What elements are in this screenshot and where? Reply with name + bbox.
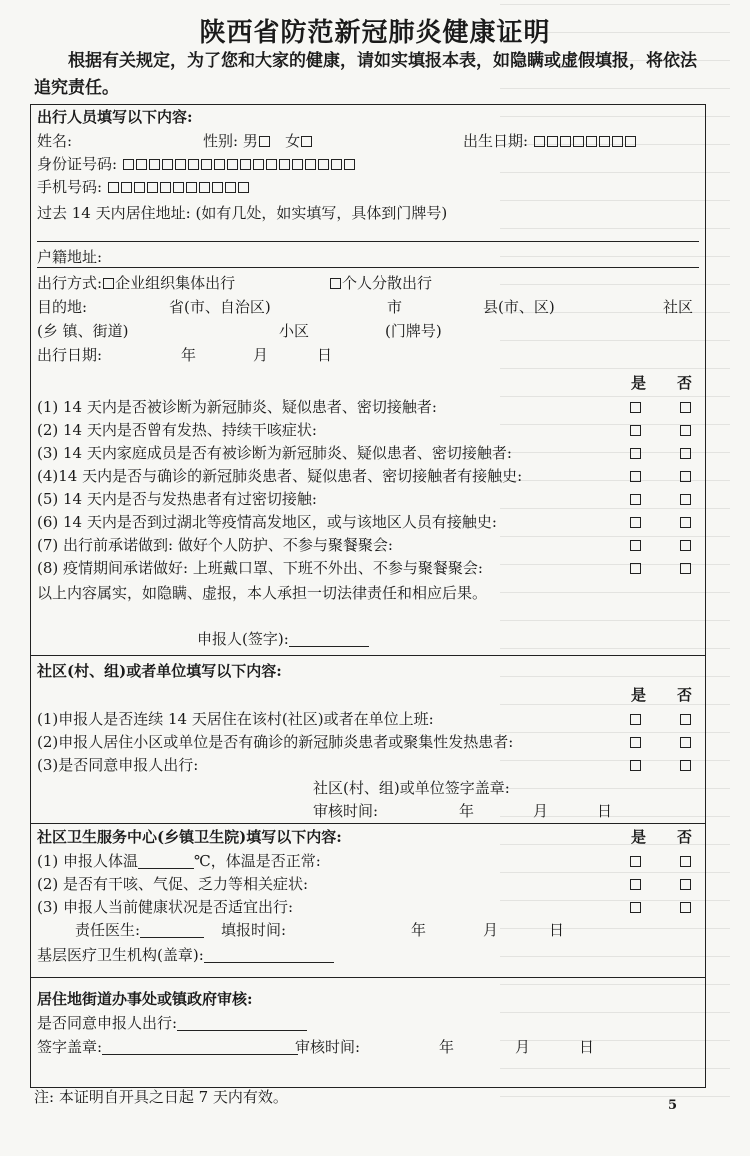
- sec3-yes-checkbox[interactable]: [629, 874, 642, 894]
- sec1-yes-checkbox[interactable]: [629, 397, 642, 417]
- sec2-no-checkbox[interactable]: [679, 709, 692, 729]
- dest-number[interactable]: (门牌号): [385, 322, 442, 340]
- sec3-q1: [37, 851, 321, 871]
- sec2-question: (1)申报人是否连续 14 天居住在该村(社区)或者在单位上班:: [37, 710, 434, 728]
- sec1-no-checkbox[interactable]: [679, 397, 692, 417]
- sec3-no-checkbox[interactable]: [679, 897, 692, 917]
- dob-label: 出生日期:: [463, 132, 529, 150]
- sec2-review-year[interactable]: 年: [459, 802, 475, 820]
- declaration: 以上内容属实，如隐瞒、虚报，本人承担一切法律责任和相应后果。: [37, 584, 488, 602]
- sec3-fill-year[interactable]: 年: [411, 921, 427, 939]
- travel-mode-field: [37, 273, 235, 293]
- sec1-no-checkbox[interactable]: [679, 535, 692, 555]
- sec1-no-checkbox[interactable]: [679, 489, 692, 509]
- name-label: 姓名:: [37, 132, 73, 150]
- sec4-review-day[interactable]: 日: [579, 1038, 595, 1056]
- sec1-no-checkbox[interactable]: [679, 558, 692, 578]
- validity-note: 注: 本证明自开具之日起 7 天内有效。: [34, 1088, 288, 1106]
- sec1-yes-checkbox[interactable]: [629, 535, 642, 555]
- sec1-no-checkbox[interactable]: [679, 420, 692, 440]
- sec1-question: (1) 14 天内是否被诊断为新冠肺炎、疑似患者、密切接触者:: [37, 398, 437, 416]
- phone-field[interactable]: [37, 177, 250, 197]
- sec1-question: (3) 14 天内家庭成员是否有被诊断为新冠肺炎、疑似患者、密切接触者:: [37, 444, 512, 462]
- sec1-question: (4)14 天内是否与确诊的新冠肺炎患者、疑似患者、密切接触者有接触史:: [37, 467, 523, 485]
- name-field[interactable]: [37, 131, 72, 151]
- sec1-no-header: 否: [677, 374, 693, 392]
- travel-date-label: 出行日期:: [37, 346, 103, 364]
- org-label: 基层医疗卫生机构(盖章):: [37, 946, 204, 964]
- temperature-label: (1) 申报人体温: [37, 852, 139, 870]
- travel-ind-label: 个人分散出行: [342, 274, 433, 292]
- sec2-review-label: 审核时间:: [313, 802, 379, 820]
- applicant-signature[interactable]: [197, 629, 369, 649]
- travel-label: 出行方式:: [37, 274, 103, 292]
- travel-org-label: 企业组织集体出行: [115, 274, 236, 292]
- divider: [31, 823, 705, 824]
- sec4-review-month[interactable]: 月: [515, 1038, 531, 1056]
- hukou-line[interactable]: [37, 267, 699, 268]
- medical-org-stamp[interactable]: [37, 945, 334, 965]
- sec1-no-checkbox[interactable]: [679, 512, 692, 532]
- agree-field[interactable]: [37, 1013, 307, 1033]
- travel-ind-checkbox[interactable]: [330, 278, 341, 289]
- sec1-yes-checkbox[interactable]: [629, 512, 642, 532]
- sec1-no-checkbox[interactable]: [679, 466, 692, 486]
- sec1-yes-checkbox[interactable]: [629, 558, 642, 578]
- gender-field: [203, 131, 313, 151]
- id-number-field[interactable]: [37, 154, 356, 174]
- sec4-review-label: 审核时间:: [295, 1038, 361, 1056]
- sec2-no-checkbox[interactable]: [679, 732, 692, 752]
- sec2-question: (2)申报人居住小区或单位是否有确诊的新冠肺炎患者或聚集性发热患者:: [37, 733, 514, 751]
- travel-date-day[interactable]: 日: [317, 346, 333, 364]
- sec2-yes-checkbox[interactable]: [629, 755, 642, 775]
- sec1-question: (2) 14 天内是否曾有发热、持续干咳症状:: [37, 421, 317, 439]
- sec1-yes-checkbox[interactable]: [629, 443, 642, 463]
- female-checkbox[interactable]: [301, 136, 312, 147]
- divider: [31, 977, 705, 978]
- form-table: [30, 104, 706, 1088]
- sec3-yes-checkbox[interactable]: [629, 851, 642, 871]
- sec3-yes-checkbox[interactable]: [629, 897, 642, 917]
- sec4-stamp-label: 签字盖章:: [37, 1038, 103, 1056]
- id-label: 身份证号码:: [37, 155, 118, 173]
- residence-field[interactable]: [37, 203, 447, 223]
- sec1-yes-checkbox[interactable]: [629, 420, 642, 440]
- residence-line[interactable]: [37, 241, 699, 242]
- sec3-yes-header: 是: [631, 828, 647, 846]
- male-label: 男: [242, 132, 258, 150]
- doctor-label: 责任医生:: [75, 921, 141, 939]
- temperature-input[interactable]: [138, 854, 194, 869]
- page-number: 5: [668, 1098, 678, 1113]
- sign-label: 申报人(签字):: [197, 630, 289, 648]
- female-label: 女: [285, 132, 301, 150]
- sec2-review-day[interactable]: 日: [597, 802, 613, 820]
- dest-county[interactable]: 县(市、区): [483, 298, 555, 316]
- page-title: 陕西省防范新冠肺炎健康证明: [199, 18, 551, 48]
- travel-org-checkbox[interactable]: [103, 278, 114, 289]
- sec1-heading: 出行人员填写以下内容:: [37, 108, 193, 126]
- sec1-no-checkbox[interactable]: [679, 443, 692, 463]
- doctor-field[interactable]: [75, 920, 204, 940]
- sec2-heading: 社区(村、组)或者单位填写以下内容:: [37, 662, 282, 680]
- sec2-no-header: 否: [677, 686, 693, 704]
- gender-label: 性别:: [203, 132, 239, 150]
- sec2-yes-checkbox[interactable]: [629, 732, 642, 752]
- sec3-fill-day[interactable]: 日: [549, 921, 565, 939]
- sec4-heading: 居住地街道办事处或镇政府审核:: [37, 990, 253, 1008]
- dest-town[interactable]: (乡 镇、街道): [37, 322, 129, 340]
- sec4-stamp-field[interactable]: [37, 1037, 298, 1057]
- residence-label: 过去 14 天内居住地址:: [37, 204, 191, 222]
- divider: [31, 655, 705, 656]
- sec3-fill-month[interactable]: 月: [483, 921, 499, 939]
- sec1-question: (7) 出行前承诺做到: 做好个人防护、不参与聚餐聚会:: [37, 536, 393, 554]
- temperature-suffix: ℃，体温是否正常:: [194, 852, 321, 870]
- sec1-question: (5) 14 天内是否与发热患者有过密切接触:: [37, 490, 317, 508]
- residence-hint: (如有几处，如实填写，具体到门牌号): [195, 204, 448, 222]
- sec2-question: (3)是否同意申报人出行:: [37, 756, 199, 774]
- sec4-review-year[interactable]: 年: [439, 1038, 455, 1056]
- dest-subdistrict[interactable]: 小区: [279, 322, 310, 340]
- dest-province[interactable]: 省(市、自治区): [169, 298, 271, 316]
- hukou-field[interactable]: [37, 247, 102, 267]
- sec2-yes-header: 是: [631, 686, 647, 704]
- sec3-no-checkbox[interactable]: [679, 851, 692, 871]
- sec3-heading: 社区卫生服务中心(乡镇卫生院)填写以下内容:: [37, 828, 342, 846]
- hukou-label: 户籍地址:: [37, 248, 103, 266]
- sec1-yes-header: 是: [631, 374, 647, 392]
- sec1-question: (6) 14 天内是否到过湖北等疫情高发地区，或与该地区人员有接触史:: [37, 513, 497, 531]
- travel-ind-option: [329, 273, 432, 293]
- dob-field[interactable]: [463, 131, 637, 151]
- travel-date-month[interactable]: 月: [253, 346, 269, 364]
- dest-community[interactable]: 社区: [663, 298, 694, 316]
- sec1-yes-checkbox[interactable]: [629, 489, 642, 509]
- sec3-no-header: 否: [677, 828, 693, 846]
- travel-date-year[interactable]: 年: [181, 346, 197, 364]
- sec2-review-month[interactable]: 月: [533, 802, 549, 820]
- sec2-no-checkbox[interactable]: [679, 755, 692, 775]
- phone-label: 手机号码:: [37, 178, 103, 196]
- sec3-fill-time-label: 填报时间:: [221, 921, 287, 939]
- intro-paragraph: 根据有关规定，为了您和大家的健康，请如实填报本表，如隐瞒或虚假填报，将依法追究责任。: [34, 51, 697, 98]
- sec1-yes-checkbox[interactable]: [629, 466, 642, 486]
- agree-label: 是否同意申报人出行:: [37, 1014, 178, 1032]
- sec1-question: (8) 疫情期间承诺做好: 上班戴口罩、下班不外出、不参与聚餐聚会:: [37, 559, 483, 577]
- dest-city[interactable]: 市: [387, 298, 403, 316]
- sec3-no-checkbox[interactable]: [679, 874, 692, 894]
- sec3-q2: (2) 是否有干咳、气促、乏力等相关症状:: [37, 875, 309, 893]
- destination-label: 目的地:: [37, 298, 88, 316]
- sec3-q3: (3) 申报人当前健康状况是否适宜出行:: [37, 898, 294, 916]
- sec2-yes-checkbox[interactable]: [629, 709, 642, 729]
- male-checkbox[interactable]: [259, 136, 270, 147]
- sec2-stamp[interactable]: 社区(村、组)或单位签字盖章:: [313, 779, 510, 797]
